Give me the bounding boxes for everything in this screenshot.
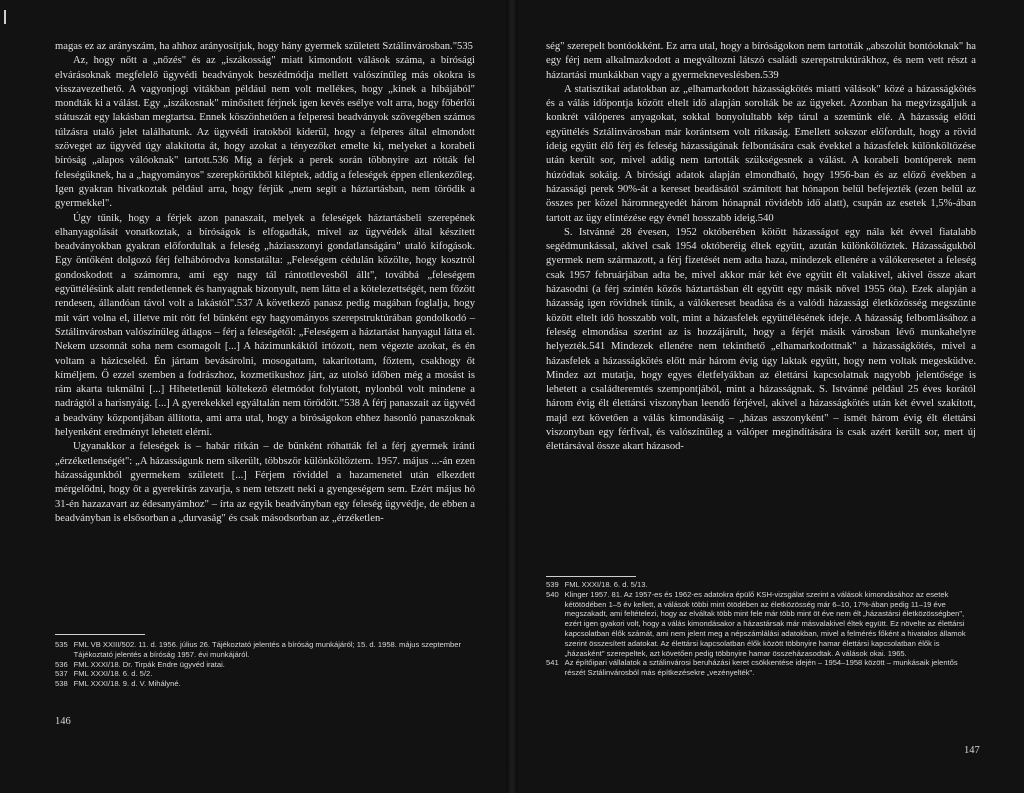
- footnote-number: 540: [546, 589, 559, 599]
- right-page-body: [546, 40, 976, 455]
- footnote-number: 538: [55, 679, 68, 689]
- left-page-body: [55, 40, 475, 526]
- left-footnotes: [55, 640, 485, 689]
- paragraph: A statisztikai adatokban az „elhamarkodott házasságkötés miatti válások" közé a házasságkötés és a válás időpontja között eltelt idő alapján sorolták be az ügyeket. Azonban ha megvizsgáljuk a konkrét válóperes anyagokat, sokkal bonyolultabb kép tárul a szemünk elé. A házasság előtti együttélés Sztálinvárosban már korántsem volt ritkaság. Emellett sokszor előfordult, hogy a rövid ideig együtt élő férj és feleség házasságának felbontására csak évekkel a házasfelek különköltözése után került sor, mivel addig nem tartották szükségesnek a válást. A korabeli bontóperek nem húzódtak sokáig. A bírósági adatok alapján elmondható, hogy 1956-ban és az előző években a házassági perek 90%-át a kereset beadásától számított hat hónapon belül befejezték (ezen belül az összes per közel háromnegyedét három hónapnál rövidebb idő alatt), csupán az esetek 1,5%-ában tartott az ügy elintézése egy évnél hosszabb ideig.540: [546, 83, 976, 224]
- footnote-text: Az építőipari vállalatok a sztálinvárosi beruházási keret csökkentése idején – 1954–1958 között – munkásaik jelentős részét Sztálinvárosból más építkezésekre „vezényelték".: [564, 658, 958, 678]
- footnote-number: 539: [546, 580, 559, 589]
- footnote-text: FML XXXI/18. 6. d. 5/13.: [564, 580, 648, 589]
- paragraph: Ugyanakkor a feleségek is – habár ritkán – de bűnként róhatták fel a férj gyermek iránti „érzéketlenségét": „A házasságunk nem sikerült, többször különköltöztem. 1957. május ...-án ezen házasságunkból gyermekem született [...] Férjem röviddel a hazamenetel után elkezdett mérgelődni, hogy őt a gyerekírás zavarja, s nem tetszett neki a gyengeségem sem. Ezért május hó 31-én hazazavart az édesanyámhoz" – írta az egyik beadványban egy feleség ügyvédje, de ebben a beadványban is elsősorban a „durvaság" és csak másodsorban az „érzéketlen-: [55, 441, 475, 524]
- footnote: [55, 660, 485, 670]
- page-number: 147: [964, 745, 980, 756]
- right-page: [512, 0, 1024, 793]
- footnote: [546, 580, 976, 590]
- footnote-number: 535: [55, 640, 68, 649]
- footnote: [55, 679, 485, 689]
- footnote: [55, 669, 485, 679]
- footnote-text: FML XXXI/18. Dr. Tirpák Endre ügyvéd iratai.: [73, 659, 225, 669]
- footnote: [546, 658, 976, 678]
- paragraph: S. Istvánné 28 évesen, 1952 októberében kötött házasságot egy nála két évvel fiatalabb segédmunkással, akivel csak 1954 októberéig éltek együtt, azután különköltöztek. Házasságukból gyermek nem származott, a férj fizetését nem adta haza, mindezek ellenére a válókeresetet a feleség csak 1957 februárjában adta be, mivel akkor már két éve együtt élt valakivel, akivel össze akart házasodni (a férj szintén közös háztartásban élt együtt egy másik nővel 1955 óta). Ezek alapján a házasság igen rövidnek tűnik, a válókereset beadása és a valódi házassági életközösség megszűnte között eltelt idő hosszabb volt, mint a házasfelek együttélésének ideje. A házasság felbomlásához a feleség elmondása szerint az is hozzájárult, hogy a férjét másik városban lévő munkahelyre helyezték.541 Mindezek ellenére nem tekinthető „elhamarkodottnak" a házasságkötés, mivel a házasfelek a házasságkötés előtt már három évig úgy laktak együtt, hogy nem voltak megesküdve. Mindez azt mutatja, hogy egyes életfelyákban az élettársi kapcsolatnak nagyobb jelentősége is lehetett a családteremtés szempontjából, mint a házasságnak. S. Istvánné például 25 éves korától három évig élt élettársi viszonyban leendő férjével, akivel a házasságkötés után két évvel szakított, majd ezt követően a válás kimondásáig – „házas asszonyként" – ismét három évig élt élettársi viszonyban egy férfival, és valószínűleg a válóper megindítására is csak azért került sor, mert új élettársával össze akart házasod-: [546, 226, 976, 453]
- footnote: [546, 590, 976, 659]
- footnote-text: Klinger 1957. 81. Az 1957-es és 1962-es adatokra épülő KSH-vizsgálat szerint a válások kimondásához az esetek kétötödében 1–5 év kellett, a válások többi mint ötödében az életközösség már 6–10, 17%-ában pedig 11–19 éve megszakadt, ami feltételezi, hogy az elváltak több mint fele már több mint öt éve nem élt „házastársi életközösségben", ezért igen gyakori volt, hogy a válás kimondásakor a házastársak már másvalakivel éltek együtt. Ez növelte az élettársi kapcsolatban élők számát, ami nem jelent meg a népszámlálási adatokban, mivel a felmérés főként a hivatalos államok szerint összesített adatokat. Az élettársi kapcsolatban élők között többnyire hamar élettársi kapcsolatban élők is „házasként" szerepeltek, azt követően pedig többnyire hamar összeházasodtak. A válások okai. 1965.: [564, 589, 966, 658]
- footnote-divider: [55, 634, 145, 635]
- paragraph: Az, hogy nőtt a „nőzés" és az „iszákosság" miatt kimondott válások száma, a bírósági elvárásoknak megfelelő ügyvédi beadványok beszédmódja mellett valószínűleg más okokra is visszavezethető. A vagyonjogi vitákban például nem volt mellékes, hogy „kinek a hibájából" mondták ki a válást. Egy „iszákosnak" minősített férjnek igen kevés esélye volt arra, hogy főbérlői státuszát egy lakásban megtartsa. Ennek köszönhetően a felperesi beadványok szövegében számos túlzásra utaló jelet találhatunk. Az ügyvédi iratokból kiderül, hogy a felperes által elmondott szöveget az ügyvéd úgy alakította át, hogy azokat a tényezőket emelte ki, melyeket a korabeli bíróság „alapos válóoknak" tartott.536 Míg a férjek a perek során többnyire azt rótták fel feleségüknek, ha a „hagyományos" szerepkörükből kiléptek, addig a feleségek éppen ellenkezőleg. Igen gyakran hivatkoztak például arra, hogy férjük „nem segít a háztartásban, nem törődik a gyermekkel".: [55, 55, 475, 210]
- footnote-text: FML VB XXIII/502. 11. d. 1956. július 26. Tájékoztató jelentés a bíróság munkájáról; 15. d. 1958. május szeptember Tájékoztató jelentés a bíróság 1957. évi munkájáról.: [73, 640, 462, 659]
- footnote-text: FML XXXI/18. 6. d. 5/2.: [73, 669, 153, 679]
- footnote-text: FML XXXI/18. 9. d. V. Mihályné.: [73, 679, 181, 689]
- footnote: [55, 640, 485, 660]
- footnote-number: 536: [55, 659, 68, 669]
- footnote-number: 537: [55, 669, 68, 679]
- binding-mark: [4, 10, 6, 24]
- paragraph: magas ez az arányszám, ha ahhoz arányosítjuk, hogy hány gyermek született Sztálinvárosban."535: [55, 41, 473, 52]
- footnote-divider: [546, 576, 636, 577]
- footnote-number: 541: [546, 658, 559, 668]
- page-number: 146: [55, 716, 71, 727]
- right-footnotes: [546, 580, 976, 678]
- paragraph: ség" szerepelt bontóokként. Ez arra utal, hogy a bíróságokon nem tartották „abszolút bontóoknak" ha egy férj nem alkalmazkodott a megváltozni látszó családi szerepstruktúrákhoz, és nem vett részt a háztartási munkákban vagy a gyermekneveslésben.539: [546, 41, 976, 81]
- paragraph: Úgy tűnik, hogy a férjek azon panaszait, melyek a feleségek háztartásbeli szerepének elhanyagolását vonatkoztak, a bíróságok is elfogadták, mivel az ügyvédek által készített beadványokban gyakran előfordultak a feleség „háziasszonyi gondatlanságára" utaló kifogások. Egy öntőként dolgozó férj felhábórodva konstatálta: „Feleségem cédulán közölte, hogy kosztról gondoskodott a számomra, ami egy nagy tál rántottlevesből állt", továbbá „feleségem együttélésünk alatt rendetlennek és hanyagnak bizonyult, nem látta el a kötelezettségét, nem főzött rendesen, állandóan távol volt a lakástól".537 A következő panasz pedig magában foglalja, hogy mit várt volna el, illetve mit rótt fel bűnként egy hagyományos szerepstruktúrában gondolkodó – Sztálinvárosban valószínűleg átlagos – férj a feleségétől: „Feleségem a háztartást hanyagul látta el. Nekem uzsonnát soha nem csomagolt [...] A házimunkáktól irtózott, nem végezte azokat, és én voltam a házicseléd. Én jártam bevásárolni, mosogattam, takarítottam, főztem, csakhogy őt kíméljem. Ő ezzel szemben a fodrászhoz, kozmetikushoz járt, az utolsó időben még a mosást is rám akarta tukmálni [...] Hihetetlenül költekező életmódot folytatott, nylonból volt mindene a nadrágtól a harisnyáig. [...] A gyerekekkel egyáltalán nem törődött."538 A férj panaszait az ügyvéd a beadvány központjában állította, ami arra utal, hogy a bíróságokon ehhez hasonló panaszoknak helyenként eredményt lehetett elérni.: [55, 212, 475, 439]
